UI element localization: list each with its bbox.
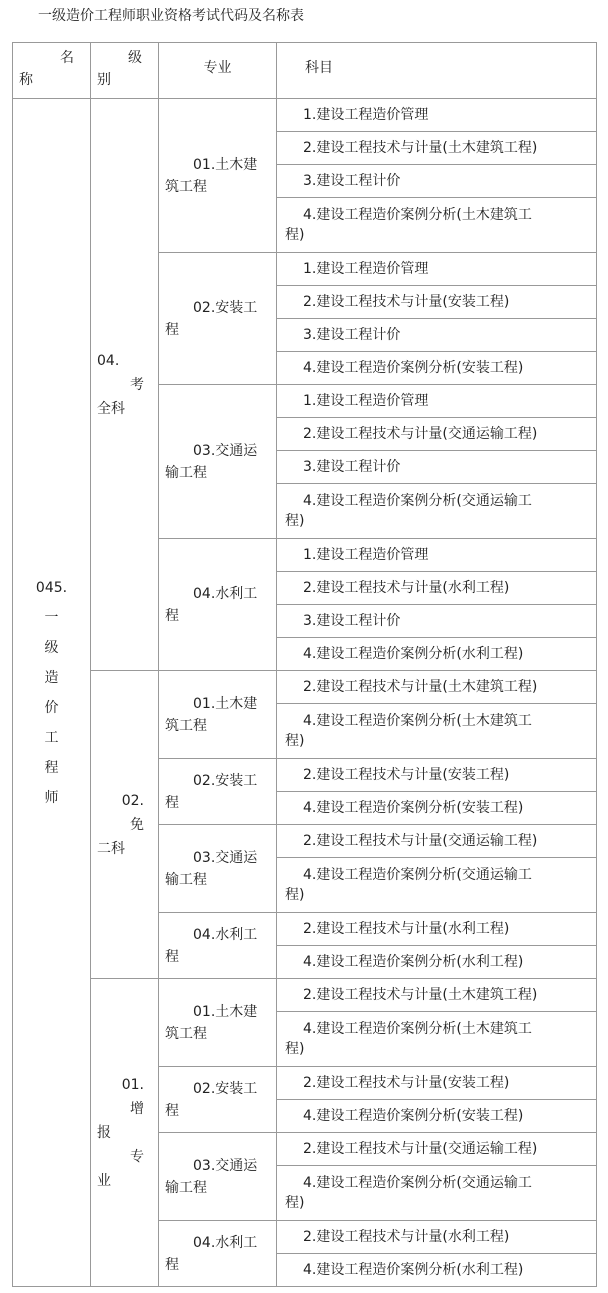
subject-cell: 4.建设工程造价案例分析(交通运输工 程) xyxy=(277,1166,597,1221)
table-row xyxy=(13,99,597,132)
subject-cell: 1.建设工程造价管理 xyxy=(277,253,597,286)
table-row xyxy=(13,979,597,1012)
table-row xyxy=(13,671,597,704)
header-level: 级 别 xyxy=(91,43,159,99)
subject-cell: 4.建设工程造价案例分析(水利工程) xyxy=(277,638,597,671)
major-water: 04.水利工 程 xyxy=(159,539,277,671)
qualification-name: 045. 一 级 造 价 工 程 师 xyxy=(13,99,91,1287)
major-install: 02.安装工 程 xyxy=(159,759,277,825)
subject-cell: 4.建设工程造价案例分析(安装工程) xyxy=(277,352,597,385)
subject-cell: 1.建设工程造价管理 xyxy=(277,385,597,418)
subject-cell: 4.建设工程造价案例分析(水利工程) xyxy=(277,1254,597,1287)
subject-cell: 4.建设工程造价案例分析(土木建筑工 程) xyxy=(277,1012,597,1067)
major-install: 02.安装工 程 xyxy=(159,253,277,385)
major-civil: 01.土木建 筑工程 xyxy=(159,979,277,1067)
subject-cell: 4.建设工程造价案例分析(土木建筑工 程) xyxy=(277,198,597,253)
subject-cell: 4.建设工程造价案例分析(土木建筑工 程) xyxy=(277,704,597,759)
page-title: 一级造价工程师职业资格考试代码及名称表 xyxy=(38,8,304,24)
major-water: 04.水利工 程 xyxy=(159,913,277,979)
subject-cell: 2.建设工程技术与计量(安装工程) xyxy=(277,1067,597,1100)
subject-cell: 2.建设工程技术与计量(水利工程) xyxy=(277,913,597,946)
subject-cell: 2.建设工程技术与计量(交通运输工程) xyxy=(277,825,597,858)
subject-cell: 1.建设工程造价管理 xyxy=(277,539,597,572)
major-civil: 01.土木建 筑工程 xyxy=(159,99,277,253)
exam-code-table xyxy=(12,42,597,1287)
subject-cell: 2.建设工程技术与计量(土木建筑工程) xyxy=(277,979,597,1012)
subject-cell: 2.建设工程技术与计量(土木建筑工程) xyxy=(277,671,597,704)
major-install: 02.安装工 程 xyxy=(159,1067,277,1133)
subject-cell: 4.建设工程造价案例分析(交通运输工 程) xyxy=(277,858,597,913)
subject-cell: 3.建设工程计价 xyxy=(277,319,597,352)
subject-cell: 2.建设工程技术与计量(水利工程) xyxy=(277,1221,597,1254)
major-transport: 03.交通运 输工程 xyxy=(159,825,277,913)
major-transport: 03.交通运 输工程 xyxy=(159,1133,277,1221)
header-subject: 科目 xyxy=(277,43,597,99)
major-transport: 03.交通运 输工程 xyxy=(159,385,277,539)
header-row xyxy=(13,43,597,99)
subject-cell: 1.建设工程造价管理 xyxy=(277,99,597,132)
subject-cell: 4.建设工程造价案例分析(交通运输工 程) xyxy=(277,484,597,539)
major-water: 04.水利工 程 xyxy=(159,1221,277,1287)
subject-cell: 3.建设工程计价 xyxy=(277,165,597,198)
subject-cell: 2.建设工程技术与计量(安装工程) xyxy=(277,286,597,319)
subject-cell: 2.建设工程技术与计量(水利工程) xyxy=(277,572,597,605)
subject-cell: 2.建设工程技术与计量(安装工程) xyxy=(277,759,597,792)
header-major: 专业 xyxy=(159,43,277,99)
subject-cell: 2.建设工程技术与计量(交通运输工程) xyxy=(277,1133,597,1166)
subject-cell: 4.建设工程造价案例分析(安装工程) xyxy=(277,1100,597,1133)
subject-cell: 4.建设工程造价案例分析(安装工程) xyxy=(277,792,597,825)
subject-cell: 3.建设工程计价 xyxy=(277,605,597,638)
header-name: 名 称 xyxy=(13,43,91,99)
level-add-major: 01. 增 报 专 业 xyxy=(91,979,159,1287)
subject-cell: 4.建设工程造价案例分析(水利工程) xyxy=(277,946,597,979)
level-full: 04. 考 全科 xyxy=(91,99,159,671)
subject-cell: 3.建设工程计价 xyxy=(277,451,597,484)
major-civil: 01.土木建 筑工程 xyxy=(159,671,277,759)
subject-cell: 2.建设工程技术与计量(土木建筑工程) xyxy=(277,132,597,165)
level-exempt: 02. 免 二科 xyxy=(91,671,159,979)
subject-cell: 2.建设工程技术与计量(交通运输工程) xyxy=(277,418,597,451)
